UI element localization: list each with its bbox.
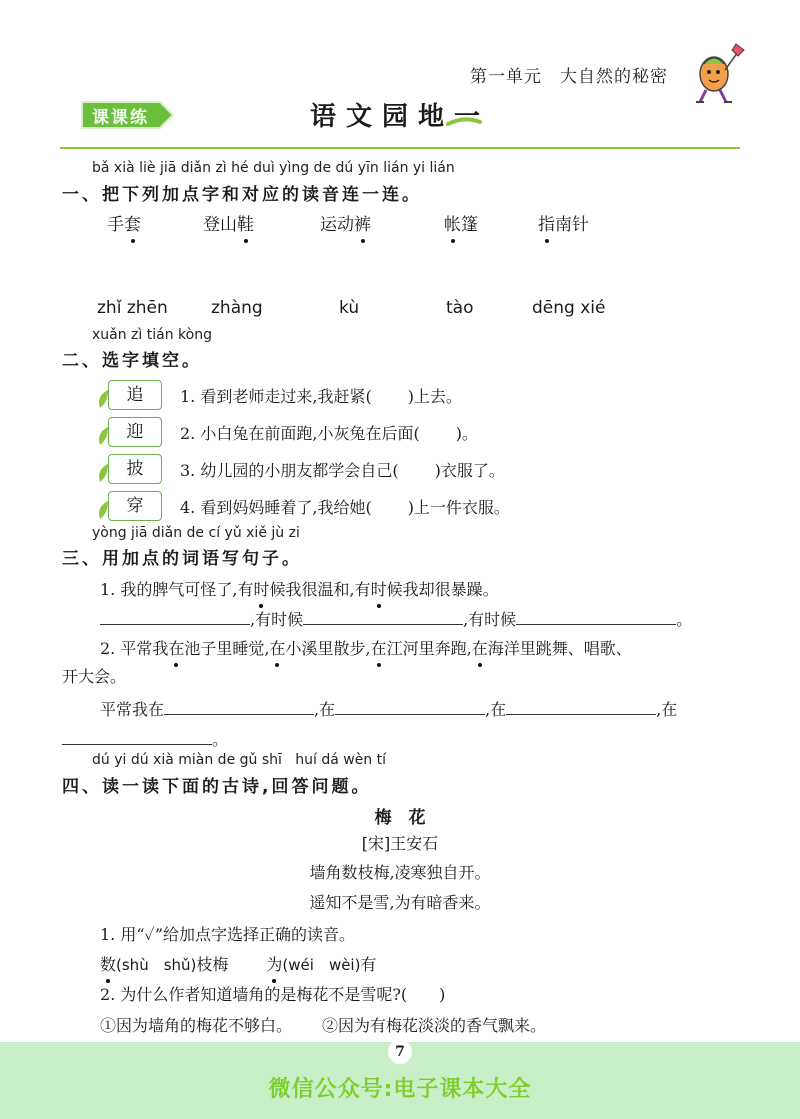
poem-question-2: 2. 为什么作者知道墙角的是梅花不是雪呢?( ) [100,985,446,1004]
fill-sentence: 平常我在 ,在 ,在 ,在 [100,696,677,720]
reading-option: kù [339,298,360,318]
section3-title: 三、用加点的词语写句子。 [62,549,302,569]
unit-name: 大自然的秘密 [560,67,668,87]
word-item: 手套 [107,210,141,235]
answer-blank[interactable] [335,696,485,715]
poem-line: 墙角数枝梅,凌寒独自开。 [309,863,491,882]
word-item: 运动裤 [320,210,371,235]
title-underline-swash [446,114,482,128]
dotted-word: 有时候 [237,577,285,600]
choice-char-box: 迎 [108,417,162,447]
answer-blank[interactable] [164,696,314,715]
answer-blank[interactable] [516,606,676,625]
page-title: 语文园地一 [310,102,491,132]
section2-title: 二、选字填空。 [62,351,202,371]
choice-sentence: 3. 幼儿园的小朋友都学会自己( )衣服了。 [180,461,505,480]
section1-title: 一、把下列加点字和对应的读音连一连。 [62,185,422,205]
question-sentence: 1. 我的脾气可怪了,有时候我很温和,有时候我却很暴躁。 [100,577,499,600]
answer-options [100,1013,546,1036]
word-item: 指南针 [538,210,589,235]
question-sentence-cont: 开大会。 [62,667,127,686]
fill-sentence-cont: 。 [62,726,228,750]
section4-pinyin: dú yi dú xià miàn de gǔ shī huí dá wèn tí [92,752,387,768]
word-item: 登山鞋 [203,210,254,235]
lesson-tag-label: 课课练 [92,108,149,128]
poem-author: [宋]王安石 [361,834,439,853]
answer-blank[interactable] [303,606,463,625]
answer-blank[interactable] [506,696,656,715]
reading-option: tào [446,298,474,318]
answer-blank[interactable] [100,606,250,625]
mascot-illustration [692,40,748,110]
choice-char-box: 穿 [108,491,162,521]
reading-choice: 数(shù shǔ)枝梅 为(wéi wèi)有 [100,952,376,975]
section3-pinyin: yòng jiā diǎn de cí yǔ xiě jù zi [92,525,300,541]
poem-question-1: 1. 用“✓”给加点字选择正确的读音。 [100,925,356,944]
word-item: 帐篷 [444,210,478,235]
section1-pinyin: bǎ xià liè jiā diǎn zì hé duì yìng de dú yīn lián yi lián [92,160,455,176]
poem-title: 梅 花 [374,808,426,828]
answer-blank[interactable] [62,726,212,745]
answer-option[interactable]: ②因为有梅花淡淡的香气飘来。 [322,1016,547,1035]
fill-sentence: ,有时候 ,有时候 。 [100,606,692,630]
reading-option: zhàng [211,298,263,318]
header-divider [60,147,740,149]
unit-number: 第一单元 [470,67,542,87]
dotted-word: 有时候 [355,577,403,600]
choice-sentence: 2. 小白兔在前面跑,小灰兔在后面( )。 [180,424,478,443]
page-number: 7 [388,1040,412,1064]
answer-option[interactable]: ①因为墙角的梅花不够白。 [100,1016,293,1035]
reading-option: zhǐ zhēn [97,298,168,318]
unit-header [470,62,668,87]
question-sentence: 2. 平常我在池子里睡觉,在小溪里散步,在江河里奔跑,在海洋里跳舞、唱歌、 [100,636,632,659]
choice-sentence: 4. 看到妈妈睡着了,我给她( )上一件衣服。 [180,498,510,517]
choice-char-box: 追 [108,380,162,410]
footer-watermark-text: 微信公众号:电子课本大全 [268,1077,532,1102]
choice-char-box: 披 [108,454,162,484]
section2-pinyin: xuǎn zì tián kòng [92,327,212,343]
reading-option: dēng xié [532,298,606,318]
choice-sentence: 1. 看到老师走过来,我赶紧( )上去。 [180,387,462,406]
section4-title: 四、读一读下面的古诗,回答问题。 [62,777,372,797]
poem-line: 遥知不是雪,为有暗香来。 [309,893,491,912]
